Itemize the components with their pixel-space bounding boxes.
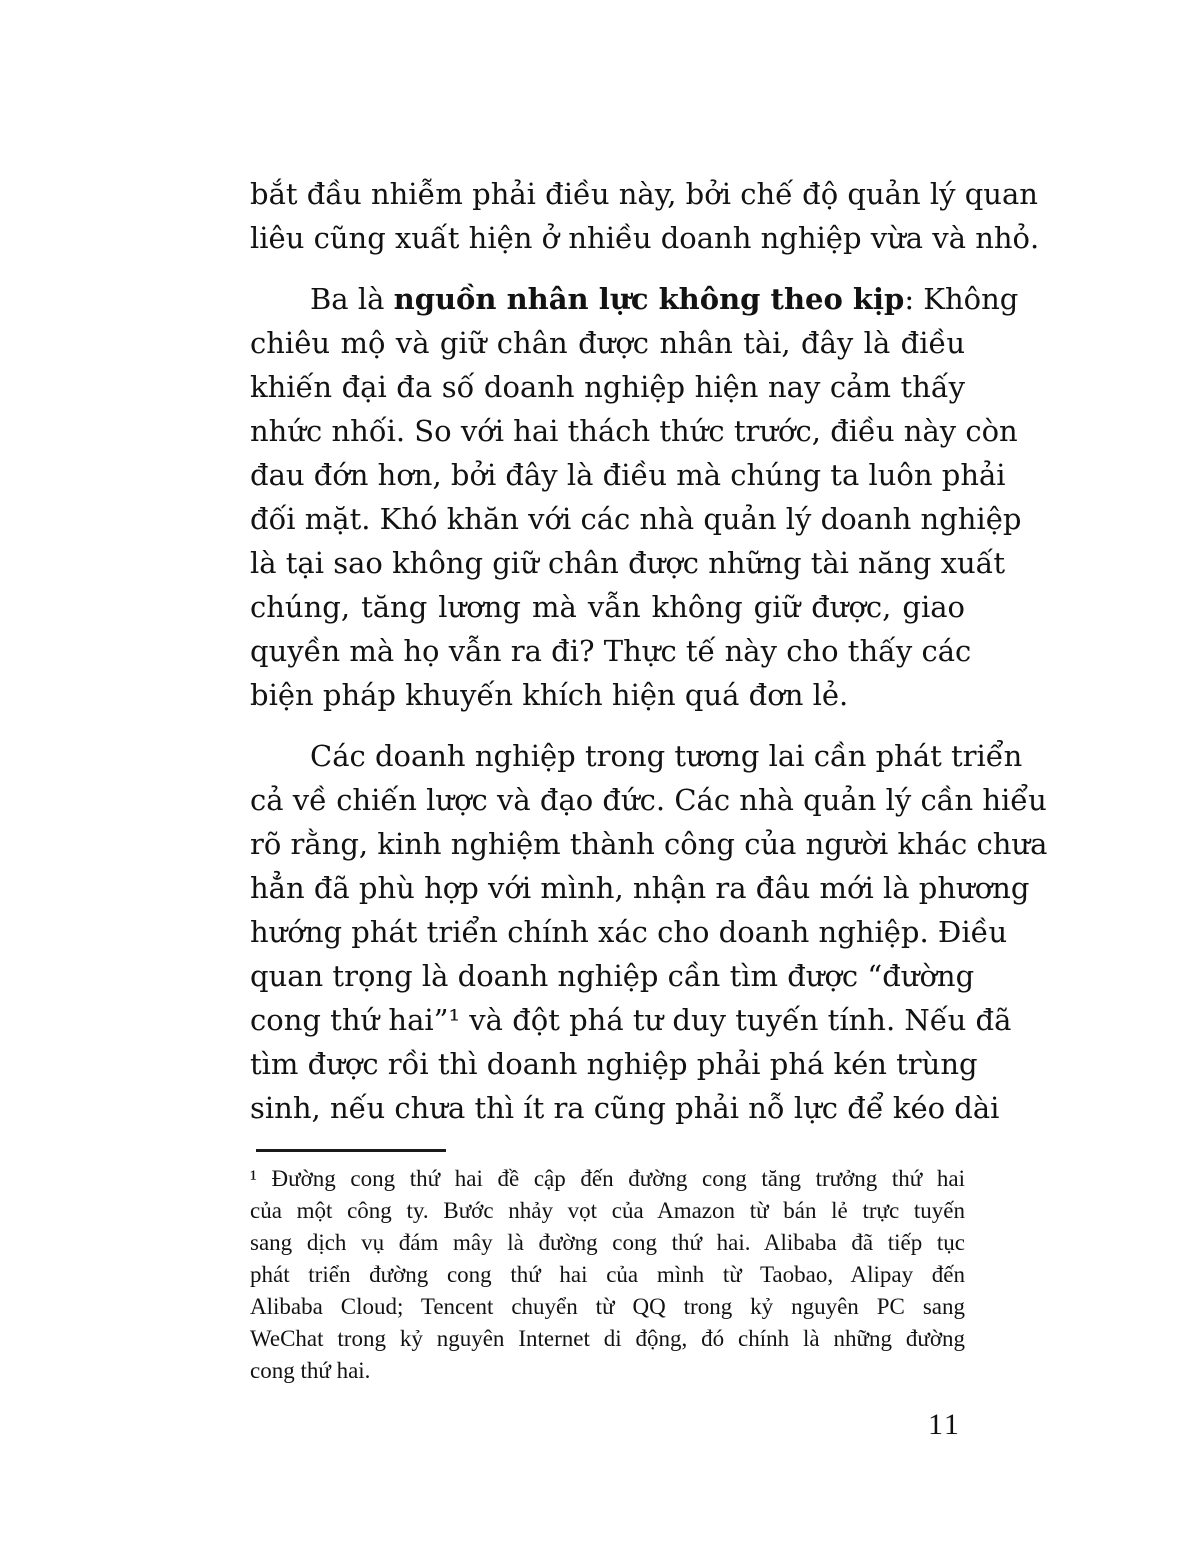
body-text-line: tìm được rồi thì doanh nghiệp phải phá kén trùng: [250, 1047, 978, 1081]
body-text-line: khiến đại đa số doanh nghiệp hiện nay cảm thấy: [250, 370, 965, 404]
body-text-line: hẳn đã phù hợp với mình, nhận ra đâu mới là phương: [250, 871, 1030, 905]
text-run: : Không: [904, 282, 1019, 316]
body-text-line: cả về chiến lược và đạo đức. Các nhà quản lý cần hiểu: [250, 783, 1047, 817]
footnote-line: sang dịch vụ đám mây là đường cong thứ hai. Alibaba đã tiếp tục: [250, 1230, 965, 1255]
footnote-divider: [256, 1149, 446, 1152]
footnote-line: cong thứ hai.: [250, 1358, 371, 1383]
body-text-line: là tại sao không giữ chân được những tài năng xuất: [250, 546, 1006, 580]
body-text-line: bắt đầu nhiễm phải điều này, bởi chế độ quản lý quan: [250, 177, 1038, 211]
page-number: 11: [928, 1408, 961, 1441]
body-paragraph: [250, 734, 1048, 1130]
text-run: Ba là: [310, 282, 394, 316]
body-text-line: chúng, tăng lương mà vẫn không giữ được, giao: [250, 590, 965, 624]
body-text-line: quan trọng là doanh nghiệp cần tìm được “đường: [250, 959, 975, 993]
body-text-line: hướng phát triển chính xác cho doanh nghiệp. Điều: [250, 915, 1008, 949]
body-text-line: đối mặt. Khó khăn với các nhà quản lý doanh nghiệp: [250, 502, 1022, 536]
body-text-block: [250, 172, 1048, 1130]
body-paragraph: [250, 277, 1022, 717]
footnote-line: WeChat trong kỷ nguyên Internet di động, đó chính là những đường: [250, 1326, 965, 1351]
body-text-line: Các doanh nghiệp trong tương lai cần phát triển: [310, 739, 1023, 773]
body-text-line: [250, 277, 1019, 321]
footnote-line: của một công ty. Bước nhảy vọt của Amazon từ bán lẻ trực tuyến: [250, 1198, 965, 1223]
body-text-line: nhức nhối. So với hai thách thức trước, điều này còn: [250, 414, 1018, 448]
body-text-line: đau đớn hơn, bởi đây là điều mà chúng ta luôn phải: [250, 458, 1006, 492]
body-text-line: chiêu mộ và giữ chân được nhân tài, đây là điều: [250, 326, 965, 360]
body-text-line: rõ rằng, kinh nghiệm thành công của người khác chưa: [250, 827, 1048, 861]
bold-run: nguồn nhân lực không theo kịp: [393, 282, 905, 316]
body-text-line: biện pháp khuyến khích hiện quá đơn lẻ.: [250, 678, 849, 712]
body-paragraph: [250, 172, 1040, 260]
body-text-line: sinh, nếu chưa thì ít ra cũng phải nỗ lực để kéo dài: [250, 1091, 1000, 1125]
footnote-line: Alibaba Cloud; Tencent chuyển từ QQ trong kỷ nguyên PC sang: [250, 1294, 965, 1319]
body-text-line: cong thứ hai”¹ và đột phá tư duy tuyến tính. Nếu đã: [250, 1003, 1012, 1037]
footnote: [250, 1163, 965, 1387]
body-text-line: liêu cũng xuất hiện ở nhiều doanh nghiệp vừa và nhỏ.: [250, 221, 1040, 255]
footnote-line: ¹ Đường cong thứ hai đề cập đến đường cong tăng trưởng thứ hai: [250, 1166, 965, 1191]
body-text-line: quyền mà họ vẫn ra đi? Thực tế này cho thấy các: [250, 634, 972, 668]
footnote-line: phát triển đường cong thứ hai của mình từ Taobao, Alipay đến: [250, 1262, 965, 1287]
